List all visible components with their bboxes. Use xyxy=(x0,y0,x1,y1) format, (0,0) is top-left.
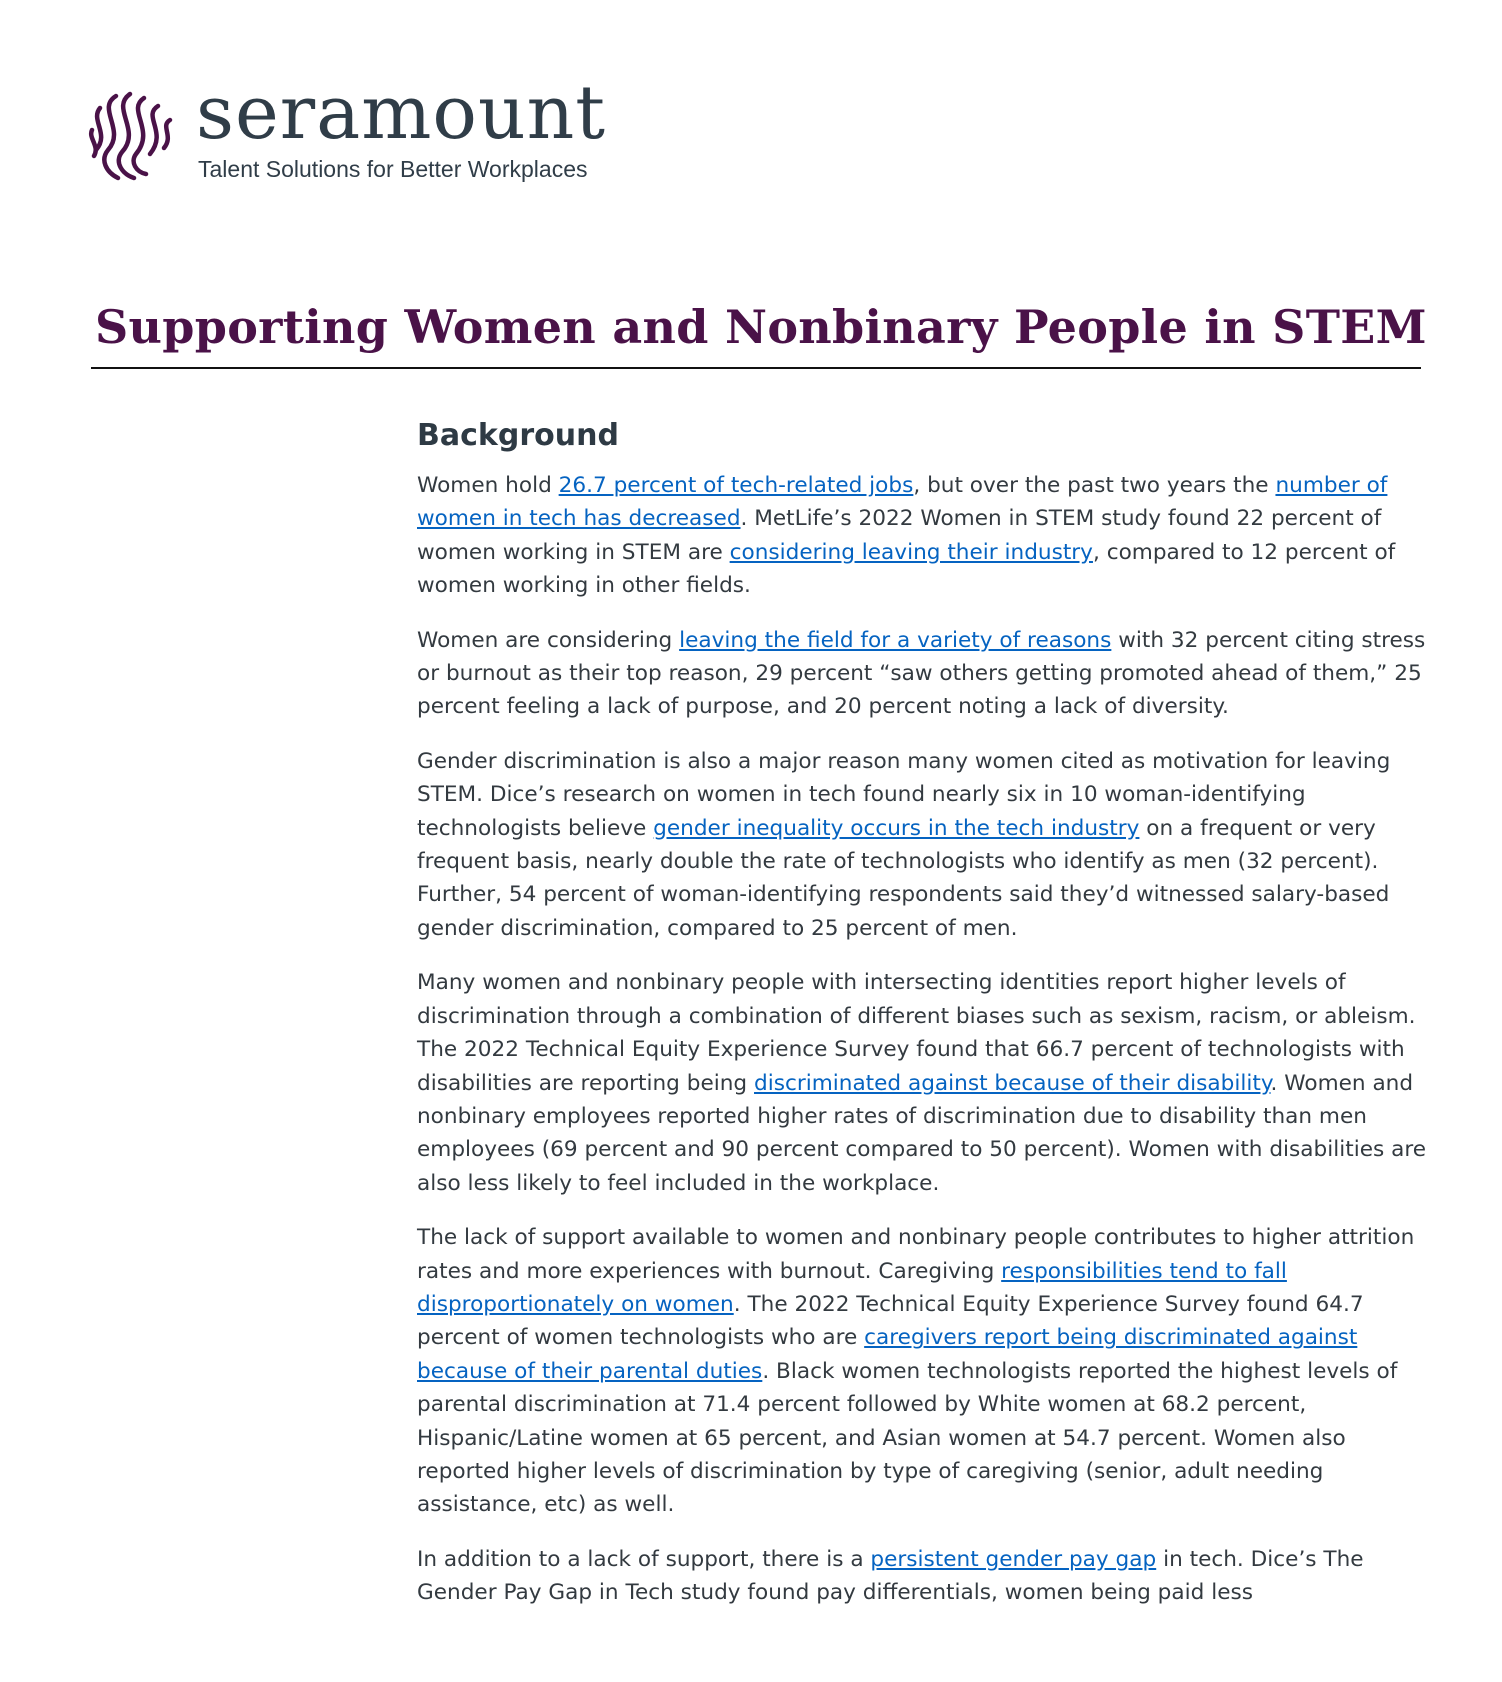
paragraph: Many women and nonbinary people with intersecting identities report higher levels of discrimination through a combination of different biases such as sexism, racism, or ableism. The 2022 Technical Equity Experience Survey found that 66.7 percent of technologists with disabilities are reporting being discriminated against because of their disability. Women and nonbinary employees reported higher rates of discrimination due to disability than men employees (69 percent and 90 percent compared to 50 percent). Women with disabilities are also less likely to feel included in the workplace. xyxy=(417,970,1427,1196)
background-section xyxy=(417,418,1427,1631)
section-heading: Background xyxy=(417,418,619,453)
paragraph: In addition to a lack of support, there is a persistent gender pay gap in tech. Dice’s The Gender Pay Gap in Tech study found pay differentials, women being paid less xyxy=(417,1546,1364,1606)
link-gender-inequality[interactable]: gender inequality occurs in the tech industry xyxy=(653,815,1140,841)
link-considering-leaving[interactable]: considering leaving their industry xyxy=(729,539,1093,565)
link-tech-jobs[interactable]: 26.7 percent of tech-related jobs xyxy=(558,473,914,498)
link-reasons[interactable]: leaving the field for a variety of reasons xyxy=(679,627,1112,653)
brand-name: seramount xyxy=(196,70,607,156)
link-caregivers[interactable]: caregivers report being discriminated against because of their parental duties xyxy=(417,1325,1358,1384)
link-disability[interactable]: discriminated against because of their disability xyxy=(754,1070,1271,1096)
paragraph: Gender discrimination is also a major reason many women cited as motivation for leaving STEM. Dice’s research on women in tech found nearly six in 10 woman-identifying technologists believe gender inequality occurs in the tech industry on a frequent or very frequent basis, nearly double the rate of technologists who identify as men (32 percent). Further, 54 percent of woman-identifying respondents said they’d witnessed salary-based gender discrimination, compared to 25 percent of men. xyxy=(417,748,1391,941)
swirl-logo-icon xyxy=(86,90,178,182)
link-women-decreased[interactable]: number of women in tech has decreased xyxy=(417,473,1388,532)
brand-tagline: Talent Solutions for Better Workplaces xyxy=(198,156,588,182)
page-title: Supporting Women and Nonbinary People in STEM xyxy=(95,300,1427,354)
paragraph: Women are considering leaving the field for a variety of reasons with 32 percent citing stress or burnout as their top reason, 29 percent “saw others getting promoted ahead of them,” 25 percent feeling a lack of purpose, and 20 percent noting a lack of diversity. xyxy=(417,627,1426,720)
link-caregiving[interactable]: responsibilities tend to fall disproportionately on women xyxy=(417,1258,1287,1317)
seramount-logo xyxy=(86,70,626,188)
paragraph: Women hold 26.7 percent of tech-related jobs, but over the past two years the number of women in tech has decreased. MetLife’s 2022 Women in STEM study found 22 percent of women working in STEM are considering leaving their industry, compared to 12 percent of women working in other fields. xyxy=(417,473,1396,599)
link-pay-gap[interactable]: persistent gender pay gap xyxy=(870,1546,1157,1572)
title-divider xyxy=(91,367,1421,369)
paragraph: The lack of support available to women and nonbinary people contributes to higher attrition rates and more experiences with burnout. Caregiving responsibilities tend to fall disproportionately on women. The 2022 Technical Equity Experience Survey found 64.7 percent of women technologists who are caregivers report being discriminated against because of their parental duties. Black women technologists reported the highest levels of parental discrimination at 71.4 percent followed by White women at 68.2 percent, Hispanic/Latine women at 65 percent, and Asian women at 54.7 percent. Women also reported higher levels of discrimination by type of caregiving (senior, adult needing assistance, etc) as well. xyxy=(417,1225,1415,1518)
